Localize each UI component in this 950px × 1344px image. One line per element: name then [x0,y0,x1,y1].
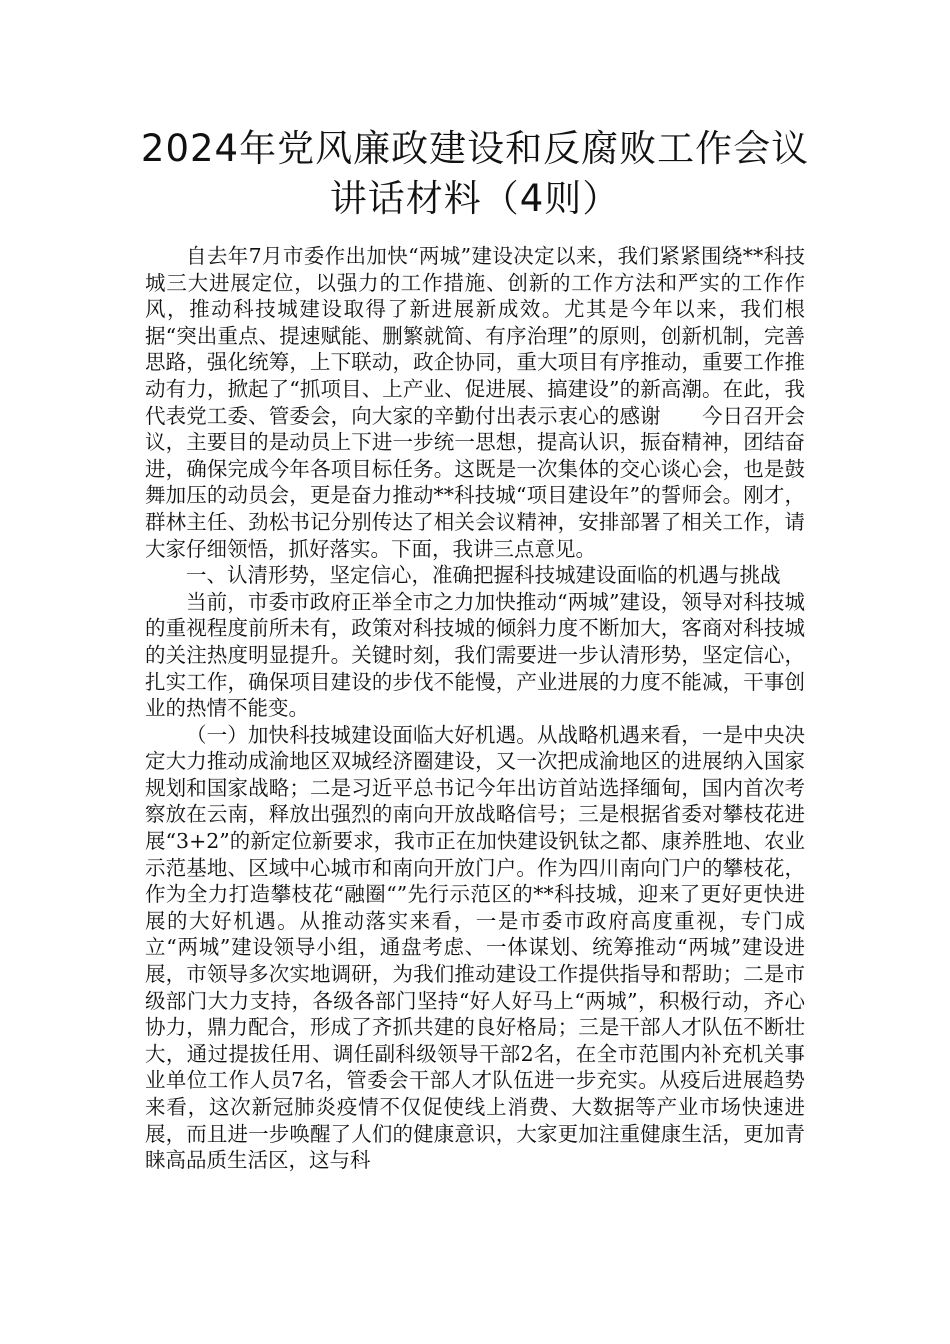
subsection-1-paragraph: （一）加快科技城建设面临大好机遇。从战略机遇来看，一是中央决定大力推动成渝地区双城经济圈建设，又一次把成渝地区的进展纳入国家规划和国家战略；二是习近平总书记今年出访首站选择缅甸，国内首次考察放在云南，释放出强烈的南向开放战略信号；三是根据省委对攀枝花进展“3+2”的新定位新要求，我市正在加快建设钒钛之都、康养胜地、农业示范基地、区域中心城市和南向开放门户。作为四川南向门户的攀枝花，作为全力打造攀枝花“融圈“”先行示范区的**科技城，迎来了更好更快进展的大好机遇。从推动落实来看，一是市委市政府高度重视，专门成立“两城”建设领导小组，通盘考虑、一体谋划、统筹推动“两城”建设进展，市领导多次实地调研，为我们推动建设工作提供指导和帮助；二是市级部门大力支持，各级各部门坚持“好人好马上“两城”，积极行动，齐心协力，鼎力配合，形成了齐抓共建的良好格局；三是干部人才队伍不断壮大，通过提拔任用、调任副科级领导干部2名，在全市范围内补充机关事业单位工作人员7名，管委会干部人才队伍进一步充实。从疫后进展趋势来看，这次新冠肺炎疫情不仅促使线上消费、大数据等产业市场快速进展，而且进一步唤醒了人们的健康意识，大家更加注重健康生活，更加青睐高品质生活区，这与科 [145,722,805,1173]
section-heading-1: 一、认清形势，坚定信心，准确把握科技城建设面临的机遇与挑战 [186,563,781,588]
title-line-1: 2024年党风廉政建设和反腐败工作会议 [140,127,810,170]
paragraph-intro: 自去年7月市委作出加快“两城”建设决定以来，我们紧紧围绕**科技城三大进展定位，以强力的工作措施、创新的工作方法和严实的工作作风，推动科技城建设取得了新进展新成效。尤其是今年以来，我们根据“突出重点、提速赋能、删繁就简、有序治理”的原则，创新机制，完善思路，强化统筹，上下联动，政企协同，重大项目有序推动，重要工作推动有力，掀起了“抓项目、上产业、促进展、搞建设”的新高潮。在此，我代表党工委、管委会，向大家的辛勤付出表示衷心的感谢 今日召开会议，主要目的是动员上下进一步统一思想，提高认识，振奋精神，团结奋进，确保完成今年各项目标任务。这既是一次集体的交心谈心会，也是鼓舞加压的动员会，更是奋力推动**科技城“项目建设年”的誓师会。刚才，群林主任、劲松书记分别传达了相关会议精神，安排部署了相关工作，请大家仔细领悟，抓好落实。下面，我讲三点意见。 [145,244,805,561]
paragraph-situation: 当前，市委市政府正举全市之力加快推动“两城”建设，领导对科技城的重视程度前所未有，政策对科技城的倾斜力度不断加大，客商对科技城的关注热度明显提升。关键时刻，我们需要进一步认清形势，坚定信心，扎实工作，确保项目建设的步伐不能慢，产业进展的力度不能减，干事创业的热情不能变。 [145,589,805,721]
title-line-2: 讲话材料（4则） [329,177,621,220]
document-title [100,124,850,224]
document-body [145,243,805,1174]
